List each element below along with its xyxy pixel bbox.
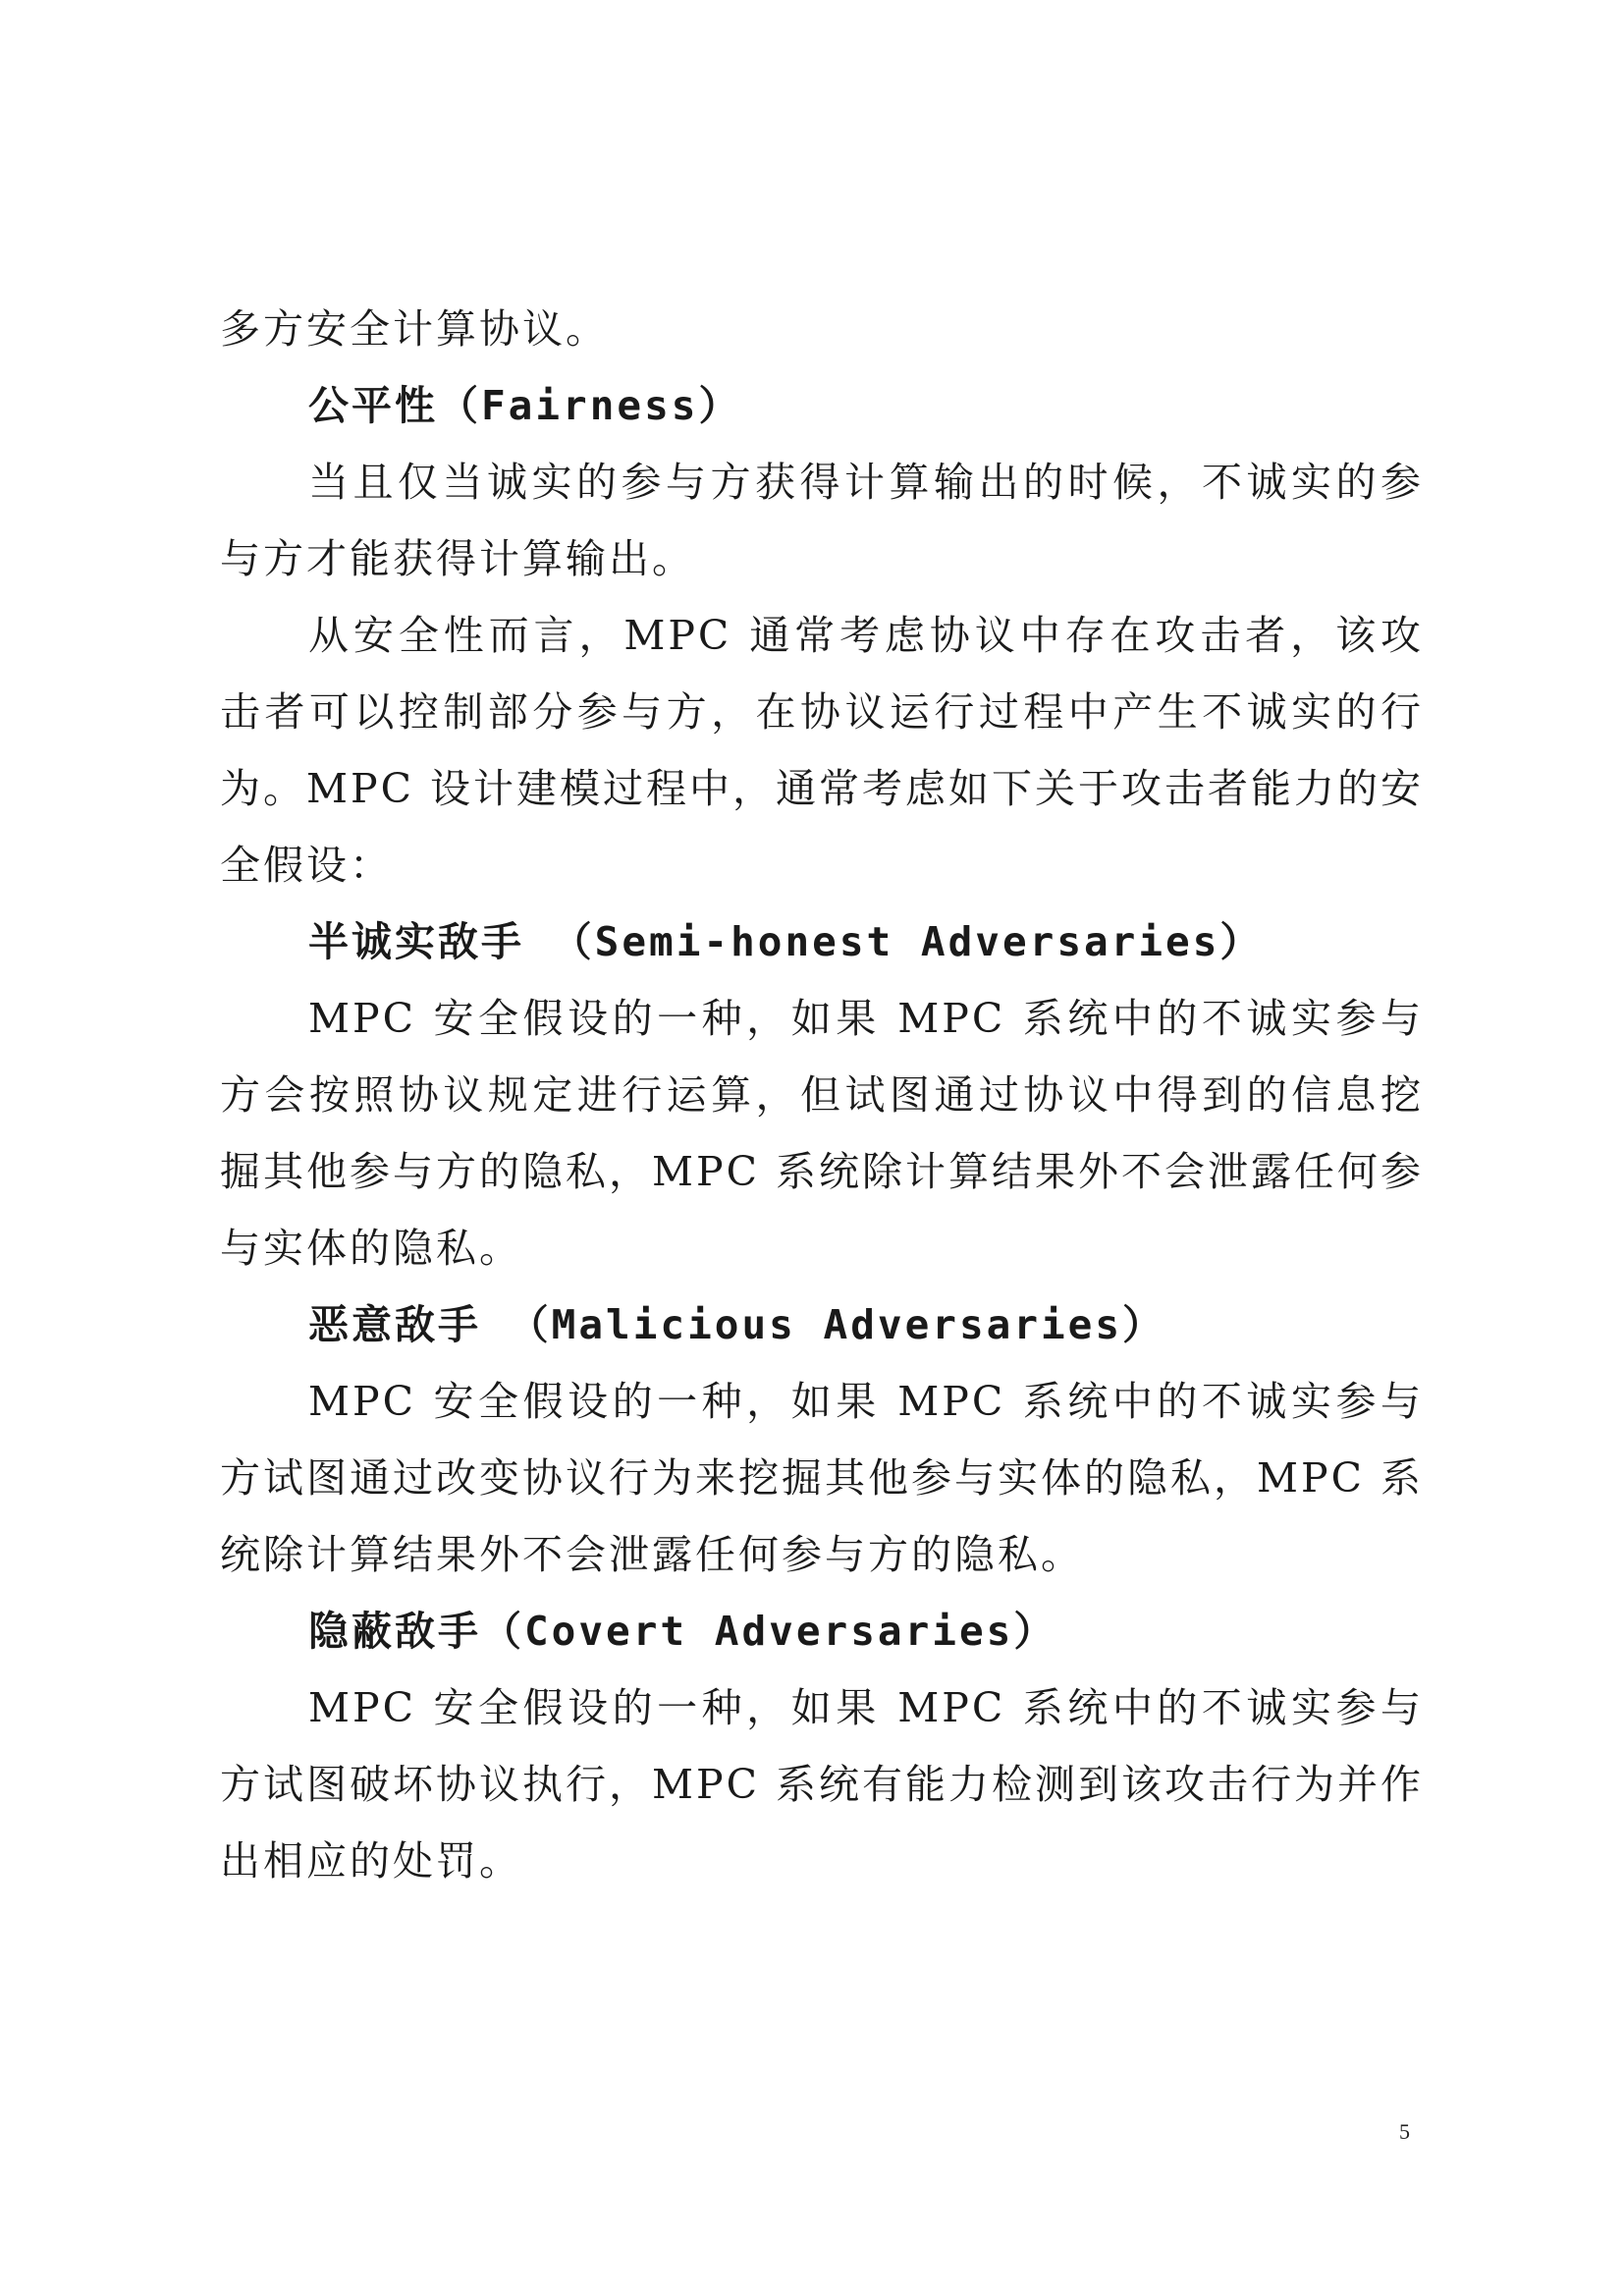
paragraph: 当且仅当诚实的参与方获得计算输出的时候，不诚实的参与方才能获得计算输出。 — [220, 459, 1424, 582]
heading-en: （Semi-honest Adversaries） — [524, 918, 1264, 965]
section-heading-covert — [220, 1593, 1424, 1669]
heading-cn: 半诚实敌手 — [308, 918, 524, 965]
heading-en: （Covert Adversaries） — [481, 1608, 1057, 1655]
heading-en: （Malicious Adversaries） — [481, 1301, 1166, 1348]
page-number: 5 — [1399, 2119, 1410, 2144]
heading-cn: 公平性 — [308, 382, 438, 429]
lead-paragraph: 多方安全计算协议。 — [220, 305, 609, 353]
paragraph: MPC 安全假设的一种，如果 MPC 系统中的不诚实参与方试图通过改变协议行为来挖掘其他参与实体的隐私，MPC 系统除计算结果外不会泄露任何参与方的隐私。 — [220, 1378, 1424, 1578]
body-text — [220, 291, 1424, 1899]
heading-cn: 隐蔽敌手 — [308, 1608, 481, 1655]
paragraph: MPC 安全假设的一种，如果 MPC 系统中的不诚实参与方试图破坏协议执行，MPC 系统有能力检测到该攻击行为并作出相应的处罚。 — [220, 1684, 1424, 1885]
heading-en: （Fairness） — [438, 382, 742, 429]
section-heading-fairness — [220, 367, 1424, 444]
heading-cn: 恶意敌手 — [308, 1301, 481, 1348]
section-heading-malicious — [220, 1286, 1424, 1363]
section-heading-semi-honest — [220, 903, 1424, 980]
paragraph: MPC 安全假设的一种，如果 MPC 系统中的不诚实参与方会按照协议规定进行运算，但试图通过协议中得到的信息挖掘其他参与方的隐私，MPC 系统除计算结果外不会泄露任何参与实体的隐私。 — [220, 995, 1424, 1272]
paragraph: 从安全性而言，MPC 通常考虑协议中存在攻击者，该攻击者可以控制部分参与方，在协议运行过程中产生不诚实的行为。MPC 设计建模过程中，通常考虑如下关于攻击者能力的安全假设： — [220, 612, 1424, 889]
